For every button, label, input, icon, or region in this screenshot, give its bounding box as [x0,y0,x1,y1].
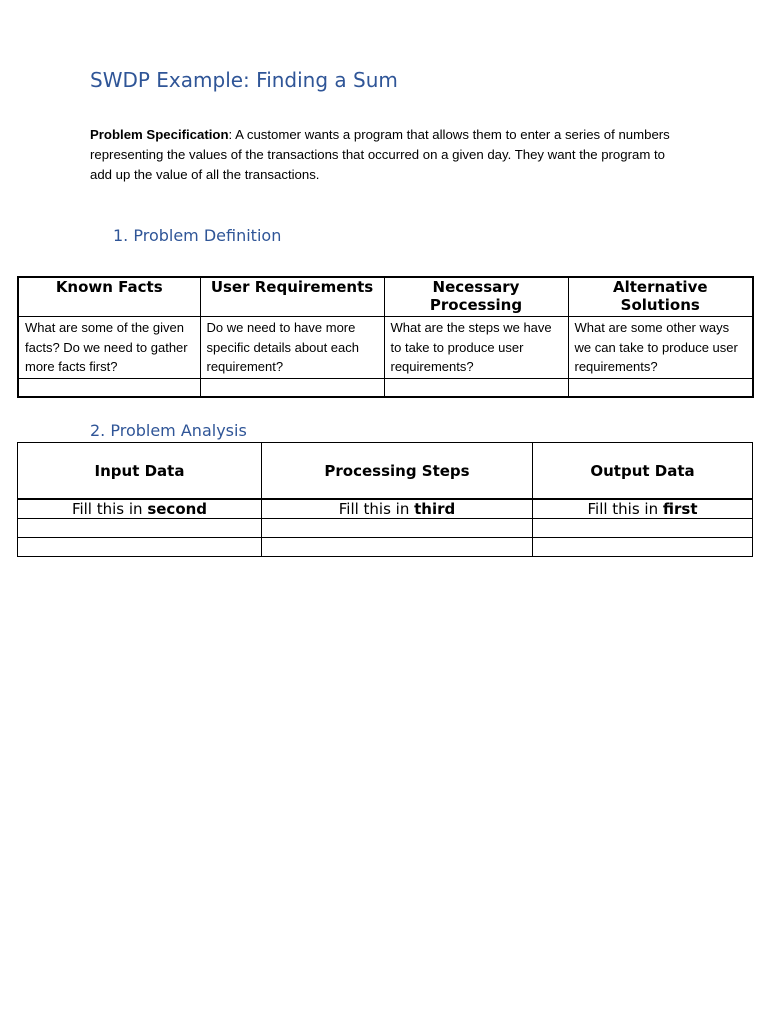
fill-instruction: Fill this in [338,500,415,518]
table-cell[interactable] [18,499,262,519]
column-header-known-facts: Known Facts [18,277,200,317]
table-row [18,519,753,538]
table-cell: Do we need to have more specific details about each requirement? [200,317,384,379]
column-header-necessary-processing: Necessary Processing [384,277,568,317]
column-header-user-requirements: User Requirements [200,277,384,317]
problem-analysis-table [17,442,753,557]
table-cell[interactable] [262,499,533,519]
table-cell-empty[interactable] [262,519,533,538]
table-cell-empty[interactable] [18,378,200,397]
table-cell-empty[interactable] [533,519,753,538]
fill-instruction: Fill this in [587,500,663,518]
table-row [18,378,753,397]
table-cell: What are the steps we have to take to produce user requirements? [384,317,568,379]
table-cell: What are some of the given facts? Do we need to gather more facts first? [18,317,200,379]
column-header-output-data: Output Data [533,443,753,500]
section-heading-problem-analysis: 2. Problem Analysis [90,421,247,440]
table-cell-empty[interactable] [384,378,568,397]
table-cell-empty[interactable] [200,378,384,397]
table-cell-empty[interactable] [18,519,262,538]
fill-order: first [662,500,698,518]
column-header-alternative-solutions: Alternative Solutions [568,277,753,317]
table-cell-empty[interactable] [533,538,753,557]
section-heading-problem-definition: 1. Problem Definition [113,226,282,245]
page-title: SWDP Example: Finding a Sum [90,68,398,92]
problem-definition-table [17,276,754,398]
table-header-row [18,443,753,500]
column-header-input-data: Input Data [18,443,262,500]
fill-order: second [147,500,208,518]
table-cell: What are some other ways we can take to produce user requirements? [568,317,753,379]
table-cell[interactable] [533,499,753,519]
table-row [18,499,753,519]
table-cell-empty[interactable] [18,538,262,557]
spec-label: Problem Specification [90,127,229,142]
problem-specification [90,125,680,185]
table-header-row [18,277,753,317]
fill-instruction: Fill this in [71,500,148,518]
table-row [18,317,753,379]
table-cell-empty[interactable] [262,538,533,557]
column-header-processing-steps: Processing Steps [262,443,533,500]
table-cell-empty[interactable] [568,378,753,397]
spec-text: : A customer wants a program that allows them to enter a series of numbers representing the values of the transactions that occurred on a given day. They want the program to add up the value of all the transactions. [90,127,670,182]
table-row [18,538,753,557]
fill-order: third [414,500,456,518]
